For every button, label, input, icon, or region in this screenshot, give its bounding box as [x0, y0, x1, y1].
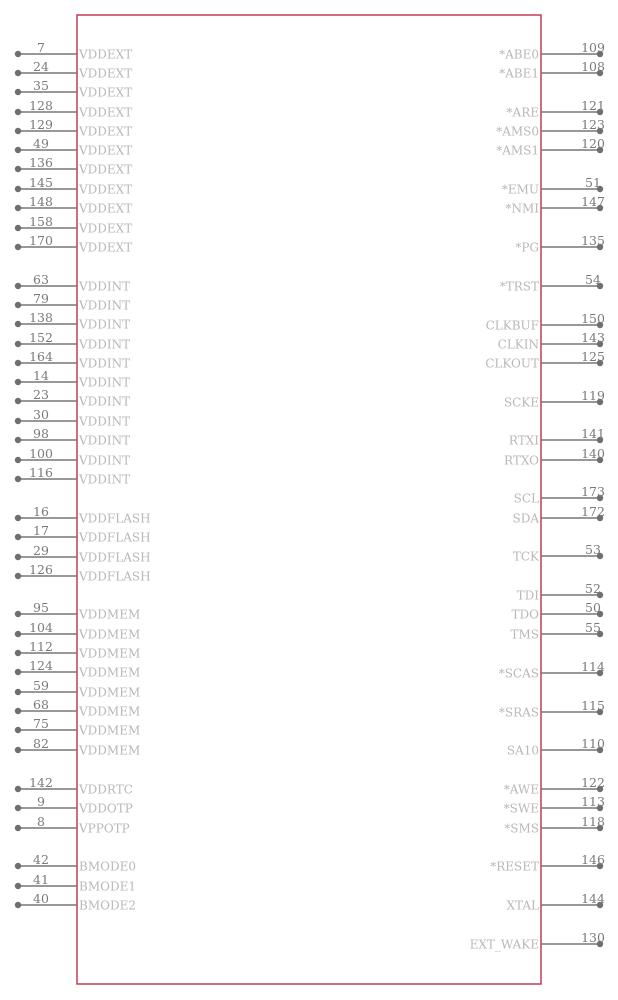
pin-number: 164 — [29, 349, 53, 364]
pin-142 — [15, 775, 133, 797]
pin-number: 119 — [581, 388, 605, 403]
pin-116 — [15, 465, 130, 487]
pin-120 — [496, 136, 605, 158]
pin-end-dot — [15, 611, 21, 617]
pin-label-vddint: VDDINT — [79, 279, 131, 294]
pin-number: 125 — [581, 349, 605, 364]
pin-number: 142 — [29, 775, 53, 790]
pin-173 — [514, 484, 605, 506]
pin-number: 130 — [581, 930, 605, 945]
pin-number: 49 — [33, 136, 49, 151]
pin-end-dot — [15, 166, 21, 172]
pin-label-vddrtc: VDDRTC — [79, 782, 133, 797]
pin-label-vddint: VDDINT — [79, 414, 131, 429]
pin-label-vddext: VDDEXT — [79, 162, 133, 177]
pin-label-vddext: VDDEXT — [79, 124, 133, 139]
pin-number: 75 — [33, 716, 49, 731]
pin-label-tms: TMS — [510, 627, 539, 642]
pin-end-dot — [15, 573, 21, 579]
pin-55 — [510, 620, 603, 642]
pin-number: 68 — [33, 697, 49, 712]
pin-148 — [15, 194, 132, 216]
pin-126 — [15, 562, 151, 584]
pin-label-vddmem: VDDMEM — [79, 743, 141, 758]
pin-label-tdo: TDO — [511, 607, 539, 622]
pin-label-vddflash: VDDFLASH — [79, 550, 151, 565]
pin-number: 116 — [29, 465, 53, 480]
pin-number: 63 — [33, 272, 49, 287]
pin-label-vddflash: VDDFLASH — [79, 569, 151, 584]
pin-number: 170 — [29, 233, 53, 248]
pin-8 — [15, 814, 130, 836]
pin-label-tck: TCK — [512, 549, 539, 564]
pin-end-dot — [15, 89, 21, 95]
pin-label-scas: *SCAS — [498, 666, 539, 681]
pin-number: 8 — [37, 814, 45, 829]
pin-144 — [506, 891, 605, 913]
pin-number: 115 — [581, 698, 605, 713]
pin-label-xtal: XTAL — [506, 898, 539, 913]
pin-number: 23 — [33, 387, 49, 402]
pin-number: 158 — [29, 214, 53, 229]
pin-end-dot — [15, 457, 21, 463]
pin-number: 129 — [29, 117, 53, 132]
pin-end-dot — [15, 708, 21, 714]
left-pin-group — [15, 40, 151, 913]
pin-115 — [499, 698, 605, 720]
pin-number: 30 — [33, 407, 49, 422]
pin-label-vppotp: VPPOTP — [79, 821, 130, 836]
pin-end-dot — [15, 321, 21, 327]
pin-119 — [504, 388, 605, 410]
pin-125 — [485, 349, 605, 371]
pin-end-dot — [15, 825, 21, 831]
pin-number: 52 — [585, 581, 601, 596]
pin-label-vddint: VDDINT — [79, 394, 131, 409]
pin-number: 55 — [585, 620, 601, 635]
pin-end-dot — [15, 786, 21, 792]
pin-number: 53 — [585, 542, 601, 557]
pin-label-vddflash: VDDFLASH — [79, 511, 151, 526]
pin-number: 100 — [29, 446, 53, 461]
pin-number: 24 — [33, 59, 49, 74]
pin-136 — [15, 155, 132, 177]
pin-number: 59 — [33, 678, 49, 693]
pin-label-ams0: *AMS0 — [496, 124, 539, 139]
pin-number: 7 — [37, 40, 45, 55]
pin-number: 143 — [581, 330, 605, 345]
pin-end-dot — [15, 631, 21, 637]
pin-17 — [15, 523, 151, 545]
pin-label-vddext: VDDEXT — [79, 66, 133, 81]
pin-end-dot — [15, 302, 21, 308]
pin-label-vddotp: VDDOTP — [79, 801, 133, 816]
pin-label-vddint: VDDINT — [79, 472, 131, 487]
pin-9 — [15, 794, 133, 816]
pin-number: 98 — [33, 426, 49, 441]
pin-label-vddmem: VDDMEM — [79, 704, 141, 719]
pin-35 — [15, 78, 132, 100]
pin-170 — [15, 233, 132, 255]
pin-label-vddext: VDDEXT — [79, 240, 133, 255]
pin-40 — [15, 891, 136, 913]
pin-number: 35 — [33, 78, 49, 93]
pin-number: 108 — [581, 59, 605, 74]
pin-label-vddext: VDDEXT — [79, 47, 133, 62]
pin-number: 138 — [29, 310, 53, 325]
pin-end-dot — [15, 476, 21, 482]
pin-number: 148 — [29, 194, 53, 209]
pin-number: 152 — [29, 330, 53, 345]
pin-label-abe1: *ABE1 — [499, 66, 539, 81]
pin-number: 172 — [581, 504, 605, 519]
pin-end-dot — [15, 147, 21, 153]
pin-number: 144 — [581, 891, 605, 906]
pin-number: 145 — [29, 175, 53, 190]
pin-end-dot — [15, 109, 21, 115]
pin-end-dot — [15, 883, 21, 889]
pin-146 — [490, 852, 605, 874]
pin-label-vddext: VDDEXT — [79, 85, 133, 100]
pin-number: 146 — [581, 852, 605, 867]
pin-end-dot — [15, 225, 21, 231]
pin-end-dot — [15, 205, 21, 211]
pin-number: 109 — [581, 40, 605, 55]
pin-number: 120 — [581, 136, 605, 151]
pin-number: 16 — [33, 504, 49, 519]
pin-label-sras: *SRAS — [498, 705, 539, 720]
pin-label-abe0: *ABE0 — [499, 47, 539, 62]
pin-label-vddint: VDDINT — [79, 375, 131, 390]
pin-113 — [504, 794, 605, 816]
pin-label-vddmem: VDDMEM — [79, 607, 141, 622]
pin-number: 95 — [33, 600, 49, 615]
pin-label-vddext: VDDEXT — [79, 221, 133, 236]
pin-number: 42 — [33, 852, 49, 867]
pin-42 — [15, 852, 136, 874]
pin-number: 51 — [585, 175, 601, 190]
pin-label-vddmem: VDDMEM — [79, 665, 141, 680]
pin-number: 104 — [29, 620, 53, 635]
pin-number: 110 — [581, 736, 605, 751]
pin-number: 150 — [581, 311, 605, 326]
pin-number: 40 — [33, 891, 49, 906]
pin-label-nmi: *NMI — [505, 201, 539, 216]
pin-number: 41 — [33, 872, 49, 887]
pin-label-vddint: VDDINT — [79, 298, 131, 313]
pin-end-dot — [15, 437, 21, 443]
pin-label-awe: *AWE — [503, 782, 539, 797]
pin-number: 9 — [37, 794, 45, 809]
pin-end-dot — [15, 863, 21, 869]
pin-number: 17 — [33, 523, 49, 538]
pin-label-sda: SDA — [512, 511, 539, 526]
pin-138 — [15, 310, 130, 332]
pin-number: 123 — [581, 117, 605, 132]
pin-end-dot — [15, 650, 21, 656]
pin-114 — [499, 659, 605, 681]
pin-number: 54 — [585, 272, 601, 287]
pin-number: 121 — [581, 98, 605, 113]
pin-141 — [509, 426, 605, 448]
pin-end-dot — [15, 51, 21, 57]
pin-23 — [15, 387, 130, 409]
pin-end-dot — [15, 902, 21, 908]
pin-label-emu: *EMU — [501, 182, 539, 197]
pin-label-vddext: VDDEXT — [79, 105, 133, 120]
pin-label-vddext: VDDEXT — [79, 143, 133, 158]
pin-label-vddint: VDDINT — [79, 317, 131, 332]
pin-number: 124 — [29, 658, 53, 673]
pin-label-vddflash: VDDFLASH — [79, 530, 151, 545]
pin-end-dot — [15, 669, 21, 675]
pin-end-dot — [15, 534, 21, 540]
pin-end-dot — [15, 379, 21, 385]
right-pin-group — [470, 40, 605, 952]
pin-label-bmode0: BMODE0 — [79, 859, 136, 874]
pin-label-ext-wake: EXT_WAKE — [469, 937, 539, 952]
pin-54 — [500, 272, 603, 294]
pin-number: 82 — [33, 736, 49, 751]
pin-label-rtxi: RTXI — [508, 433, 539, 448]
pin-end-dot — [15, 244, 21, 250]
pin-label-vddint: VDDINT — [79, 356, 131, 371]
pin-end-dot — [15, 70, 21, 76]
pin-label-sms: *SMS — [504, 821, 539, 836]
pin-number: 79 — [33, 291, 49, 306]
pin-number: 126 — [29, 562, 53, 577]
pin-number: 112 — [29, 639, 53, 654]
pin-number: 140 — [581, 446, 605, 461]
pin-end-dot — [15, 747, 21, 753]
pin-108 — [499, 59, 605, 81]
pin-end-dot — [15, 515, 21, 521]
pin-label-scke: SCKE — [503, 395, 539, 410]
pin-label-ams1: *AMS1 — [496, 143, 539, 158]
pin-number: 114 — [581, 659, 605, 674]
pin-end-dot — [15, 689, 21, 695]
pin-end-dot — [15, 554, 21, 560]
pin-end-dot — [15, 727, 21, 733]
pin-end-dot — [15, 805, 21, 811]
pin-label-trst: *TRST — [499, 279, 539, 294]
pin-end-dot — [15, 360, 21, 366]
pin-end-dot — [15, 398, 21, 404]
pin-label-clkout: CLKOUT — [485, 356, 539, 371]
component-body — [77, 15, 541, 984]
pin-label-vddmem: VDDMEM — [79, 723, 141, 738]
pin-label-vddint: VDDINT — [79, 453, 131, 468]
pin-50 — [512, 600, 604, 622]
pin-label-reset: *RESET — [490, 859, 539, 874]
pin-130 — [470, 930, 605, 952]
pin-number: 122 — [581, 775, 605, 790]
pin-number: 128 — [29, 98, 53, 113]
pin-number: 118 — [581, 814, 605, 829]
pin-147 — [505, 194, 605, 216]
pin-label-clkbuf: CLKBUF — [485, 318, 539, 333]
pin-98 — [15, 426, 130, 448]
pin-172 — [512, 504, 604, 526]
pin-label-vddext: VDDEXT — [79, 201, 133, 216]
pin-110 — [507, 736, 605, 758]
pin-label-scl: SCL — [513, 491, 539, 506]
pin-label-clkin: CLKIN — [497, 337, 539, 352]
pin-135 — [515, 233, 605, 255]
pin-number: 29 — [33, 543, 49, 558]
pin-140 — [504, 446, 605, 468]
pin-label-bmode1: BMODE1 — [79, 879, 136, 894]
pin-label-sa10: SA10 — [506, 743, 539, 758]
pin-number: 113 — [581, 794, 605, 809]
pin-label-are: *ARE — [506, 105, 539, 120]
pin-label-vddmem: VDDMEM — [79, 685, 141, 700]
pin-number: 136 — [29, 155, 53, 170]
pin-118 — [504, 814, 605, 836]
pin-end-dot — [15, 128, 21, 134]
pin-label-swe: *SWE — [503, 801, 539, 816]
pin-label-vddint: VDDINT — [79, 433, 131, 448]
pin-end-dot — [15, 186, 21, 192]
pin-number: 173 — [581, 484, 605, 499]
pin-53 — [513, 542, 603, 564]
pin-label-vddext: VDDEXT — [79, 182, 133, 197]
pin-label-vddmem: VDDMEM — [79, 627, 141, 642]
pin-label-tdi: TDI — [516, 588, 539, 603]
pin-number: 141 — [581, 426, 605, 441]
pin-end-dot — [15, 283, 21, 289]
pin-label-vddint: VDDINT — [79, 337, 131, 352]
pin-end-dot — [15, 418, 21, 424]
pin-label-pg: *PG — [515, 240, 539, 255]
pin-end-dot — [15, 341, 21, 347]
pin-number: 14 — [33, 368, 49, 383]
pin-number: 147 — [581, 194, 605, 209]
pin-label-rtxo: RTXO — [504, 453, 539, 468]
pin-label-vddmem: VDDMEM — [79, 646, 141, 661]
pin-label-bmode2: BMODE2 — [79, 898, 136, 913]
pin-number: 135 — [581, 233, 605, 248]
pin-number: 50 — [585, 600, 601, 615]
